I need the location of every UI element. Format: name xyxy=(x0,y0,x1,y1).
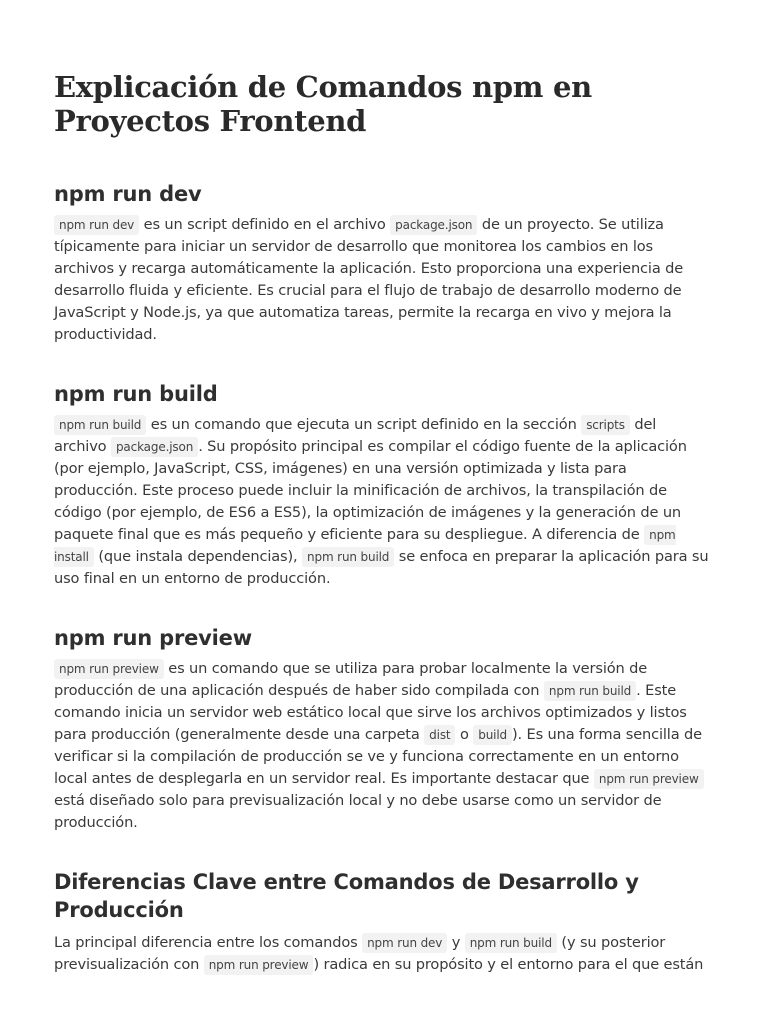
inline-code: npm run build xyxy=(302,547,394,567)
page-title: Explicación de Comandos npm en Proyectos Frontend xyxy=(54,70,592,138)
paragraph-text: (que instala dependencias), xyxy=(93,548,303,565)
paragraph-text: (y su posterior previsualización con xyxy=(54,934,666,973)
section-paragraph xyxy=(54,414,712,590)
section-npm-run-dev xyxy=(54,180,712,346)
inline-code: package.json xyxy=(111,437,198,457)
inline-code: npm run dev xyxy=(54,215,139,235)
inline-code: npm run build xyxy=(54,415,146,435)
paragraph-text: o xyxy=(455,726,474,743)
section-npm-run-build xyxy=(54,380,712,590)
inline-code: npm run dev xyxy=(362,933,447,953)
paragraph-text: . Este comando inicia un servidor web estático local que sirve los archivos optimizados y listos para producción (generalmente desde una carpeta xyxy=(54,682,687,743)
inline-code: package.json xyxy=(390,215,477,235)
paragraph-text: se enfoca en preparar la aplicación para su uso final en un entorno de producción. xyxy=(54,548,709,587)
paragraph-text: es un comando que se utiliza para probar localmente la versión de producción de una aplicación después de haber sido compilada con xyxy=(54,660,648,699)
inline-code: npm run preview xyxy=(594,769,704,789)
paragraph-text: está diseñado solo para previsualización local y no debe usarse como un servidor de producción. xyxy=(54,792,662,831)
paragraph-text: del archivo xyxy=(54,416,657,455)
section-heading: npm run preview xyxy=(54,626,252,650)
section-key-differences xyxy=(54,868,712,976)
paragraph-text: ). Es una forma sencilla de verificar si la compilación de producción se ve y funciona correctamente en un entorno local antes de desplegarla en un servidor real. Es importante destacar que xyxy=(54,726,702,787)
inline-code: npm run build xyxy=(465,933,557,953)
paragraph-text: . Su propósito principal es compilar el código fuente de la aplicación (por ejemplo, JavaScript, CSS, imágenes) en una versión optimizada y lista para producción. Este proceso puede incluir la minificación de archivos, la transpilación de código (por ejemplo, de ES6 a ES5), la optimización de imágenes y la generación de un paquete final que es más pequeño y eficiente para su despliegue. A diferencia de xyxy=(54,438,687,543)
section-heading: npm run dev xyxy=(54,182,202,206)
paragraph-text: es un comando que ejecuta un script definido en la sección xyxy=(146,416,582,433)
inline-code: scripts xyxy=(581,415,630,435)
inline-code: npm run preview xyxy=(54,659,164,679)
paragraph-text: es un script definido en el archivo xyxy=(139,216,391,233)
section-paragraph xyxy=(54,658,712,834)
paragraph-text: La principal diferencia entre los comandos xyxy=(54,934,363,951)
section-heading: Diferencias Clave entre Comandos de Desarrollo y Producción xyxy=(54,870,639,922)
section-npm-run-preview xyxy=(54,624,712,834)
inline-code: npm run preview xyxy=(204,955,314,975)
paragraph-text: y xyxy=(447,934,465,951)
inline-code: build xyxy=(473,725,512,745)
inline-code: dist xyxy=(424,725,455,745)
section-paragraph xyxy=(54,932,712,976)
section-heading: npm run build xyxy=(54,382,218,406)
inline-code: npm install xyxy=(54,525,676,567)
paragraph-text: ) radica en su propósito y el entorno para el que están xyxy=(313,956,704,973)
inline-code: npm run build xyxy=(544,681,636,701)
paragraph-text: de un proyecto. Se utiliza típicamente para iniciar un servidor de desarrollo que monitorea los cambios en los archivos y recarga automáticamente la aplicación. Esto proporciona una experiencia de desarrollo fluida y eficiente. Es crucial para el flujo de trabajo de desarrollo moderno de JavaScript y Node.js, ya que automatiza tareas, permite la recarga en vivo y mejora la productividad. xyxy=(54,216,684,343)
section-paragraph xyxy=(54,214,712,346)
